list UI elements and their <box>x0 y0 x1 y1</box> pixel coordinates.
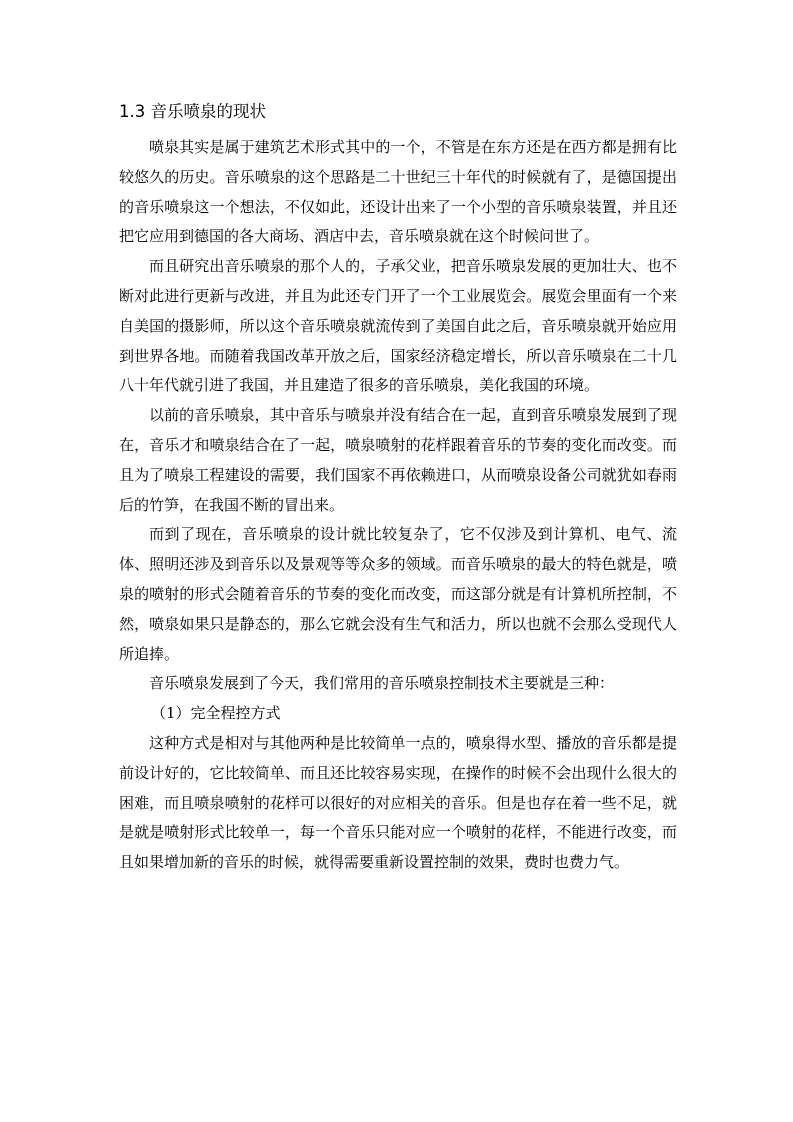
paragraph-control-intro: 音乐喷泉发展到了今天，我们常用的音乐喷泉控制技术主要就是三种： <box>149 674 615 693</box>
subsection-heading: （1）完全程控方式 <box>151 704 281 723</box>
paragraph-development: 而且研究出音乐喷泉的那个人的，子承父业，把音乐喷泉发展的更加壮大、也不断对此进行更新与改进，并且为此还专门开了一个工业展览会。展览会里面有一个来自美国的摄影师，所以这个音乐喷泉就流传到了美国自此之后，音乐喷泉就开始应用到世界各地。而随着我国改革开放之后，国家经济稳定增长，所以音乐喷泉在二十几八十年代就引进了我国，并且建造了很多的音乐喷泉，美化我国的环境。 <box>119 257 677 395</box>
paragraph-modern-design: 而到了现在，音乐喷泉的设计就比较复杂了，它不仅涉及到计算机、电气、流体、照明还涉及到音乐以及景观等等众多的领域。而音乐喷泉的最大的特色就是，喷泉的喷射的形式会随着音乐的节奏的变化而改变，而这部分就是有计算机所控制，不然，喷泉如果只是静态的，那么它就会没有生气和活力，所以也就不会那么受现代人所追捧。 <box>119 525 677 663</box>
paragraph-combination: 以前的音乐喷泉，其中音乐与喷泉并没有结合在一起，直到音乐喷泉发展到了现在，音乐才和喷泉结合在了一起，喷泉喷射的花样跟着音乐的节奏的变化而改变。而且为了喷泉工程建设的需要，我们国家不再依赖进口，从而喷泉设备公司就犹如春雨后的竹笋，在我国不断的冒出来。 <box>119 406 677 514</box>
paragraph-full-program-control: 这种方式是相对与其他两种是比较简单一点的，喷泉得水型、播放的音乐都是提前设计好的，它比较简单、而且还比较容易实现，在操作的时候不会出现什么很大的困难，而且喷泉喷射的花样可以很好的对应相关的音乐。但是也存在着一些不足，就是就是喷射形式比较单一，每一个音乐只能对应一个喷射的花样，不能进行改变，而且如果增加新的音乐的时候，就得需要重新设置控制的效果，费时也费力气。 <box>119 733 677 872</box>
section-heading: 1.3 音乐喷泉的现状 <box>119 102 266 121</box>
document-page <box>119 100 677 878</box>
paragraph-history: 喷泉其实是属于建筑艺术形式其中的一个，不管是在东方还是在西方都是拥有比较悠久的历史。音乐喷泉的这个思路是二十世纪三十年代的时候就有了，是德国提出的音乐喷泉这一个想法，不仅如此，还设计出来了一个小型的音乐喷泉装置，并且还把它应用到德国的各大商场、酒店中去，音乐喷泉就在这个时候问世了。 <box>119 138 677 246</box>
